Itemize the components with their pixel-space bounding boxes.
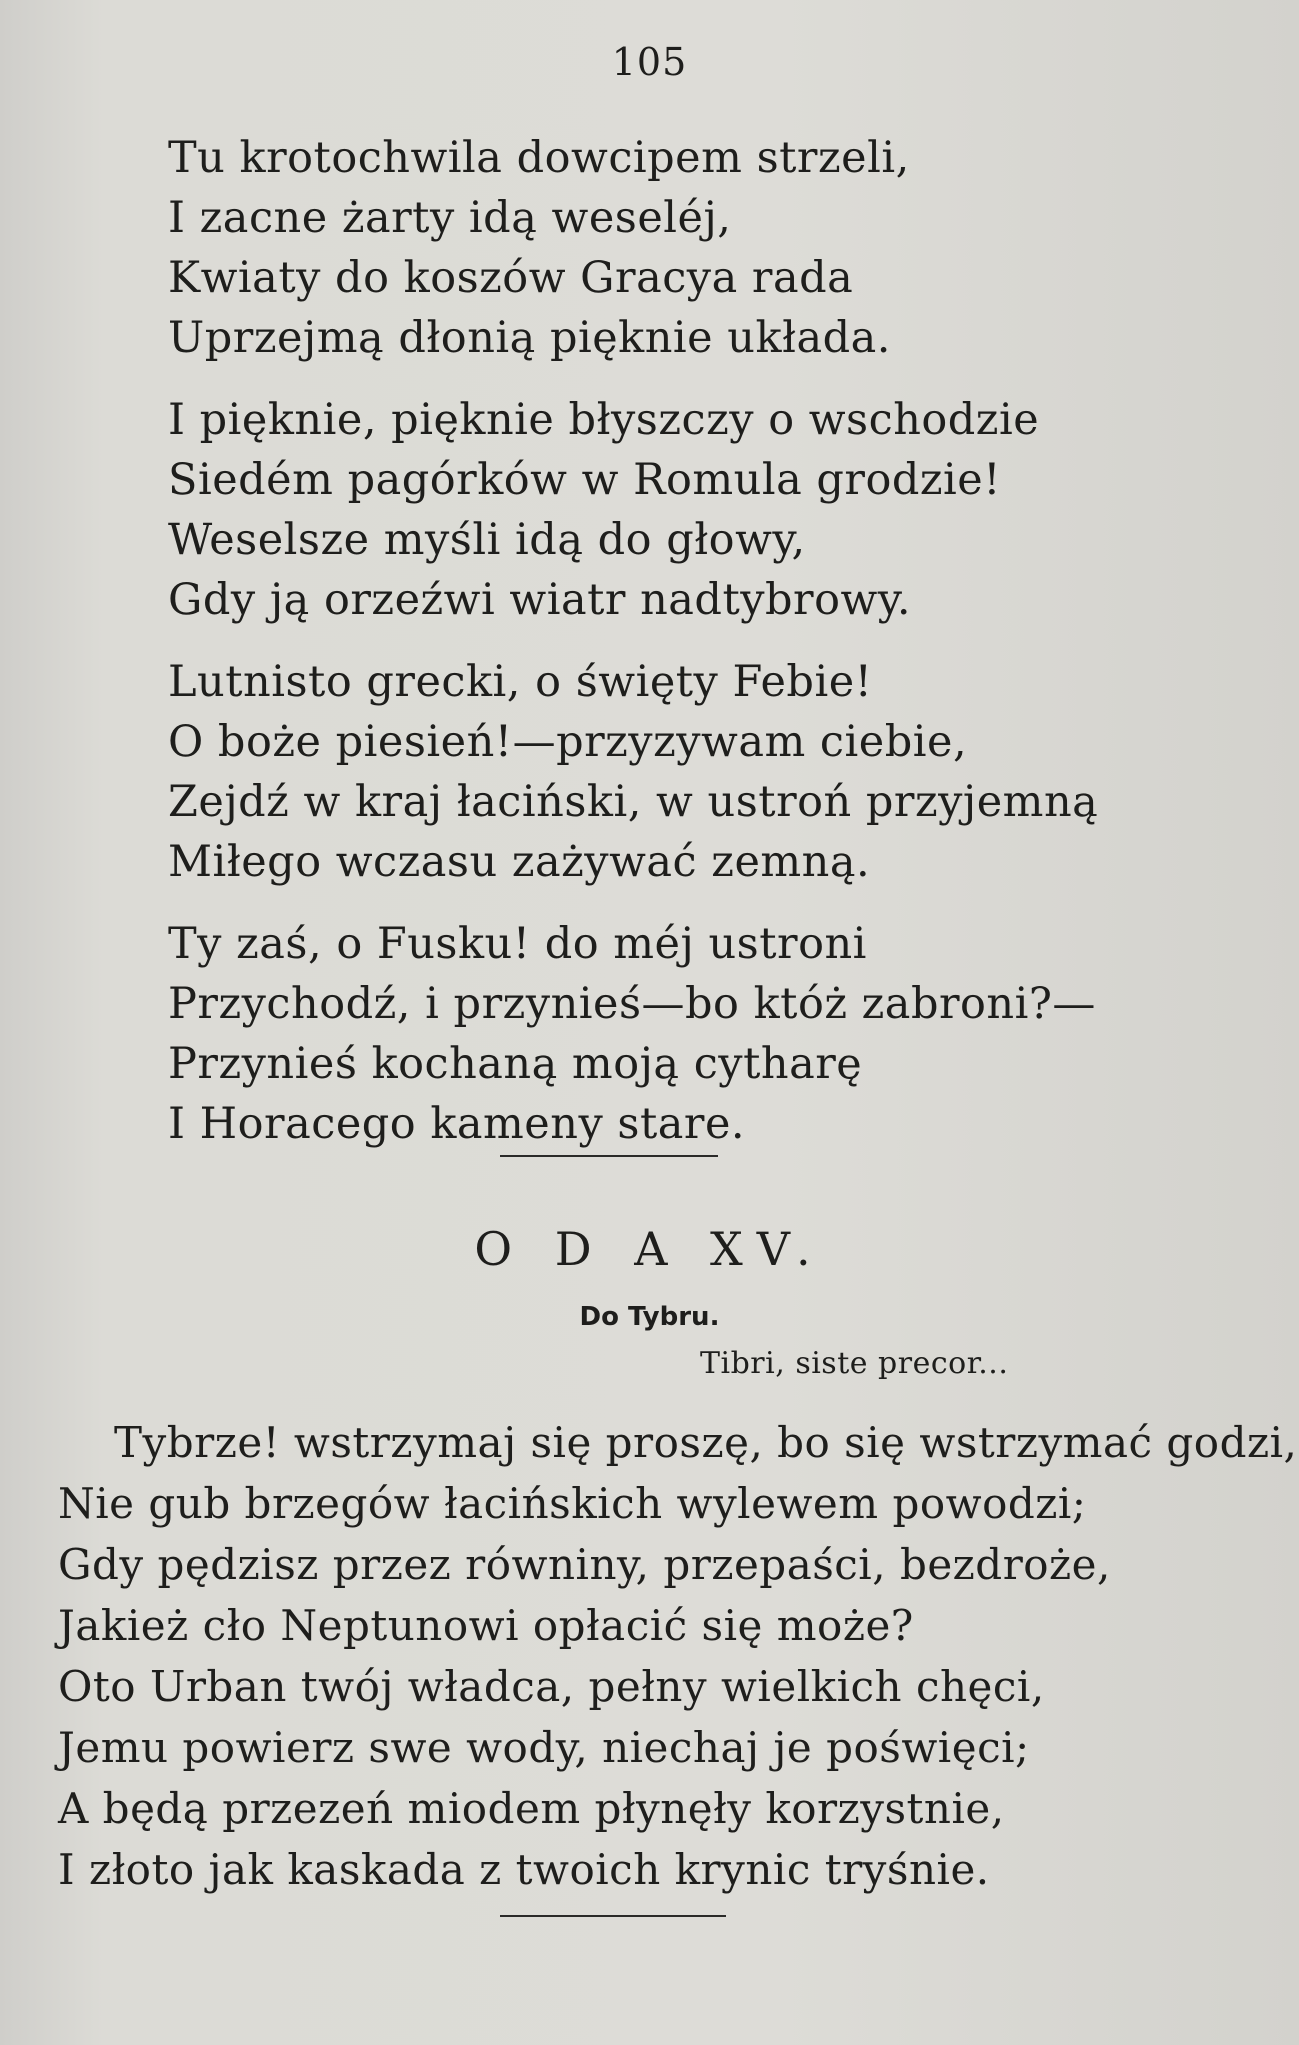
verse-line: Przynieś kochaną moją cytharę <box>168 1039 863 1089</box>
stanza <box>168 914 1268 1154</box>
verse-line: Jakież cło Neptunowi opłacić się może? <box>58 1601 914 1650</box>
verse-line: Ty zaś, o Fusku! do méj ustroni <box>168 919 867 969</box>
stanza <box>168 128 1268 368</box>
verse-line: Zejdź w kraj łaciński, w ustroń przyjemną <box>168 777 1099 827</box>
verse-line: Oto Urban twój władca, pełny wielkich chęci, <box>58 1662 1045 1711</box>
verse-line: Siedém pagórków w Romula grodzie! <box>168 455 1002 505</box>
page-number: 105 <box>611 40 688 84</box>
verse-line: Tu krotochwila dowcipem strzeli, <box>168 133 910 183</box>
ode-subtitle: Do Tybru. <box>579 1302 720 1332</box>
verse-line: A będą przezeń miodem płynęły korzystnie, <box>58 1784 1005 1833</box>
end-divider <box>500 1915 726 1917</box>
verse-line: Lutnisto grecki, o święty Febie! <box>168 657 873 707</box>
ode-title: O D A XV. <box>474 1222 825 1276</box>
verse-line: Gdy pędzisz przez równiny, przepaści, bezdroże, <box>58 1540 1111 1589</box>
verse-line: I złoto jak kaskada z twoich krynic tryśnie. <box>58 1845 990 1894</box>
verse-line: Przychodź, i przynieś—bo któż zabroni?— <box>168 979 1096 1029</box>
ode15-body <box>58 1412 1298 1900</box>
section-divider <box>500 1155 718 1157</box>
verse-line: I Horacego kameny stare. <box>168 1099 746 1149</box>
stanza <box>168 652 1268 892</box>
verse-line: Uprzejmą dłonią pięknie układa. <box>168 313 891 363</box>
verse-line: I zacne żarty idą weseléj, <box>168 193 732 243</box>
stanza <box>168 390 1268 630</box>
verse-line: Weselsze myśli idą do głowy, <box>168 515 806 565</box>
verse-line: Gdy ją orzeźwi wiatr nadtybrowy. <box>168 575 912 625</box>
verse-line: Jemu powierz swe wody, niechaj je poświęci; <box>58 1723 1030 1772</box>
verse-line: Miłego wczasu zażywać zemną. <box>168 837 871 887</box>
verse-line: Kwiaty do koszów Gracya rada <box>168 253 854 303</box>
verse-line: Tybrze! wstrzymaj się proszę, bo się wstrzymać godzi, <box>114 1418 1298 1467</box>
epigraph: Tibri, siste precor... <box>700 1346 1009 1381</box>
verse-line: O boże piesień!—przyzywam ciebie, <box>168 717 968 767</box>
verse-line: Nie gub brzegów łacińskich wylewem powodzi; <box>58 1479 1087 1528</box>
verse-line: I pięknie, pięknie błyszczy o wschodzie <box>168 395 1040 445</box>
ode14-continuation <box>168 128 1268 1176</box>
